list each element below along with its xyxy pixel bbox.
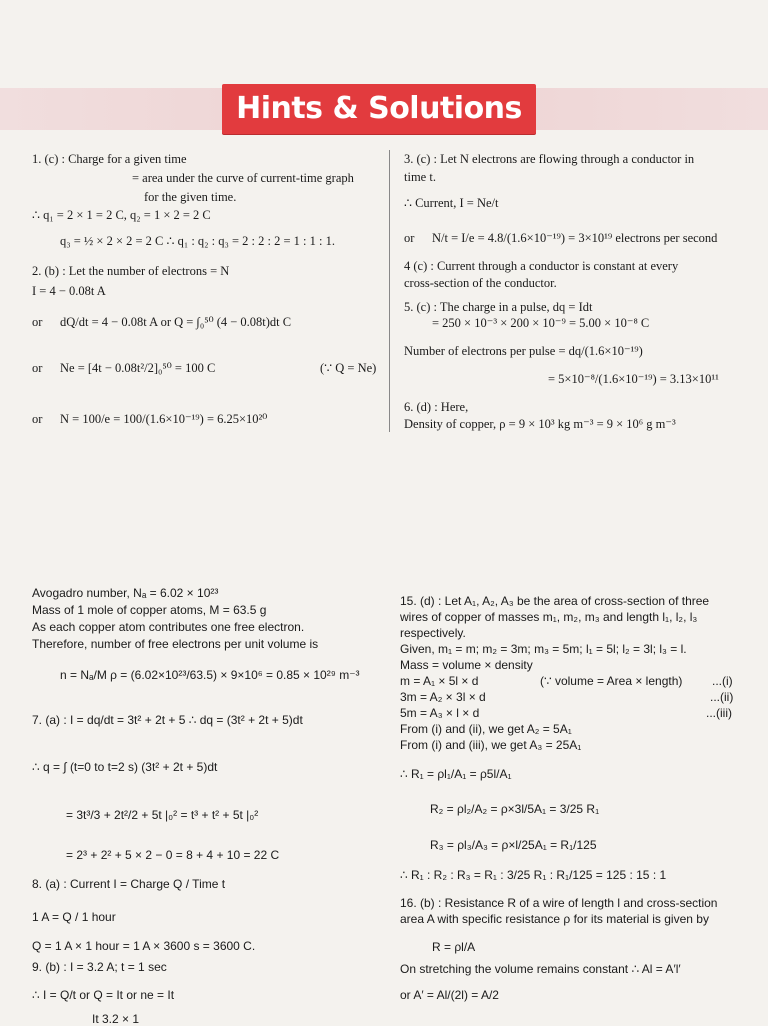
q16-line-1: 16. (b) : Resistance R of a wire of length l and cross-section — [400, 896, 718, 910]
q8-line-3: Q = 1 A × 1 hour = 1 A × 3600 s = 3600 C. — [32, 939, 256, 953]
q15-r2: R₂ = ρl₂/A₂ = ρ×3l/5A₁ = 3/25 R₁ — [430, 802, 600, 816]
page-title: Hints & Solutions — [236, 91, 522, 126]
q8-line-2: 1 A = Q / 1 hour — [32, 910, 116, 924]
q15-eq2-tag: ...(ii) — [710, 690, 734, 704]
q15-eq1-note: (∵ volume = Area × length) — [540, 674, 683, 688]
q5-line-2: = 250 × 10⁻³ × 200 × 10⁻⁹ = 5.00 × 10⁻⁸ C — [432, 316, 650, 330]
q15-line-3: respectively. — [400, 626, 466, 640]
contribute-line: As each copper atom contributes one free electron. — [32, 620, 305, 634]
q15-ratio: ∴ R₁ : R₂ : R₃ = R₁ : 3/25 R₁ : R₁/125 = 125 : 15 : 1 — [400, 868, 667, 882]
q5-line-3: Number of electrons per pulse = dq/(1.6×10⁻¹⁹) — [404, 344, 643, 358]
q2-line-3: dQ/dt = 4 − 0.08t A or Q = ∫₀⁵⁰ (4 − 0.08t)dt C — [60, 315, 292, 329]
q9-line-1: 9. (b) : I = 3.2 A; t = 1 sec — [32, 960, 167, 974]
q3-line-2: time t. — [404, 170, 436, 184]
q9-line-2: ∴ I = Q/t or Q = It or ne = It — [32, 988, 175, 1002]
q15-eq1: m = A₁ × 5l × d — [400, 674, 479, 688]
q2-or-1: or — [32, 315, 43, 329]
q6-line-2: Density of copper, ρ = 9 × 10³ kg m⁻³ = 9 × 10⁶ g m⁻³ — [404, 417, 676, 431]
q6-line-1: 6. (d) : Here, — [404, 400, 469, 414]
q15-line-2: wires of copper of masses m₁, m₂, m₃ and length l₁, l₂, l₃ — [400, 610, 698, 624]
q15-mass: Mass = volume × density — [400, 658, 533, 672]
q2-line-5: N = 100/e = 100/(1.6×10⁻¹⁹) = 6.25×10²⁰ — [60, 412, 268, 426]
q3-line-4: N/t = I/e = 4.8/(1.6×10⁻¹⁹) = 3×10¹⁹ electrons per second — [432, 231, 718, 245]
q7-line-3: = 3t³/3 + 2t²/2 + 5t |₀² = t³ + t² + 5t |₀² — [66, 808, 259, 822]
q3-or: or — [404, 231, 415, 245]
q9-line-3: It 3.2 × 1 — [92, 1012, 140, 1026]
q5-line-4: = 5×10⁻⁸/(1.6×10⁻¹⁹) = 3.13×10¹¹ — [548, 372, 719, 386]
q1-line-3: for the given time. — [144, 190, 237, 204]
q15-from-2: From (i) and (iii), we get A₃ = 25A₁ — [400, 738, 582, 752]
q16-area: or A′ = Al/(2l) = A/2 — [400, 988, 499, 1002]
q8-line-1: 8. (a) : Current I = Charge Q / Time t — [32, 877, 226, 891]
q5-line-1: 5. (c) : The charge in a pulse, dq = Idt — [404, 300, 593, 314]
q15-from-1: From (i) and (ii), we get A₂ = 5A₁ — [400, 722, 572, 736]
q3-line-3: ∴ Current, I = Ne/t — [404, 196, 499, 210]
q2-or-2: or — [32, 361, 43, 375]
q16-line-2: area A with specific resistance ρ for its material is given by — [400, 912, 709, 926]
q15-line-1: 15. (d) : Let A₁, A₂, A₃ be the area of cross-section of three — [400, 594, 710, 608]
q4-line-2: cross-section of the conductor. — [404, 276, 557, 290]
q1-line-1: 1. (c) : Charge for a given time — [32, 152, 187, 166]
n-formula: n = Nₐ/M ρ = (6.02×10²³/63.5) × 9×10⁶ = 0.85 × 10²⁹ m⁻³ — [60, 668, 360, 682]
q1-line-5: q₃ = ½ × 2 × 2 = 2 C ∴ q₁ : q₂ : q₃ = 2 : 2 : 2 = 1 : 1 : 1. — [60, 234, 335, 248]
q4-line-1: 4 (c) : Current through a conductor is constant at every — [404, 259, 679, 273]
q15-eq3: 5m = A₃ × l × d — [400, 706, 480, 720]
q15-eq2: 3m = A₂ × 3l × d — [400, 690, 486, 704]
free-electrons-line: Therefore, number of free electrons per unit volume is — [32, 637, 319, 651]
q7-line-4: = 2³ + 2² + 5 × 2 − 0 = 8 + 4 + 10 = 22 C — [66, 848, 280, 862]
q2-note: (∵ Q = Ne) — [320, 361, 377, 375]
q16-formula: R = ρl/A — [432, 940, 476, 954]
mass-line: Mass of 1 mole of copper atoms, M = 63.5 g — [32, 603, 267, 617]
q15-eq3-tag: ...(iii) — [706, 706, 732, 720]
q2-line-4: Ne = [4t − 0.08t²/2]₀⁵⁰ = 100 C — [60, 361, 216, 375]
q2-line-1: 2. (b) : Let the number of electrons = N — [32, 264, 230, 278]
avogadro-line: Avogadro number, Nₐ = 6.02 × 10²³ — [32, 586, 219, 600]
q2-line-2: I = 4 − 0.08t A — [32, 284, 106, 298]
q2-or-3: or — [32, 412, 43, 426]
q1-line-2: = area under the curve of current-time graph — [132, 171, 354, 185]
q15-r3: R₃ = ρl₃/A₃ = ρ×l/25A₁ = R₁/125 — [430, 838, 597, 852]
q7-line-1: 7. (a) : I = dq/dt = 3t² + 2t + 5 ∴ dq = (3t² + 2t + 5)dt — [32, 713, 303, 727]
q15-eq1-tag: ...(i) — [712, 674, 733, 688]
q1-line-4: ∴ q₁ = 2 × 1 = 2 C, q₂ = 1 × 2 = 2 C — [32, 208, 211, 222]
q15-r1: ∴ R₁ = ρl₁/A₁ = ρ5l/A₁ — [400, 767, 512, 781]
column-divider — [389, 150, 390, 432]
q15-given: Given, m₁ = m; m₂ = 3m; m₃ = 5m; l₁ = 5l; l₂ = 3l; l₃ = l. — [400, 642, 687, 656]
q16-stretch: On stretching the volume remains constant ∴ Al = A′l′ — [400, 962, 681, 976]
q3-line-1: 3. (c) : Let N electrons are flowing through a conductor in — [404, 152, 695, 166]
q7-line-2: ∴ q = ∫ (t=0 to t=2 s) (3t² + 2t + 5)dt — [32, 760, 218, 774]
